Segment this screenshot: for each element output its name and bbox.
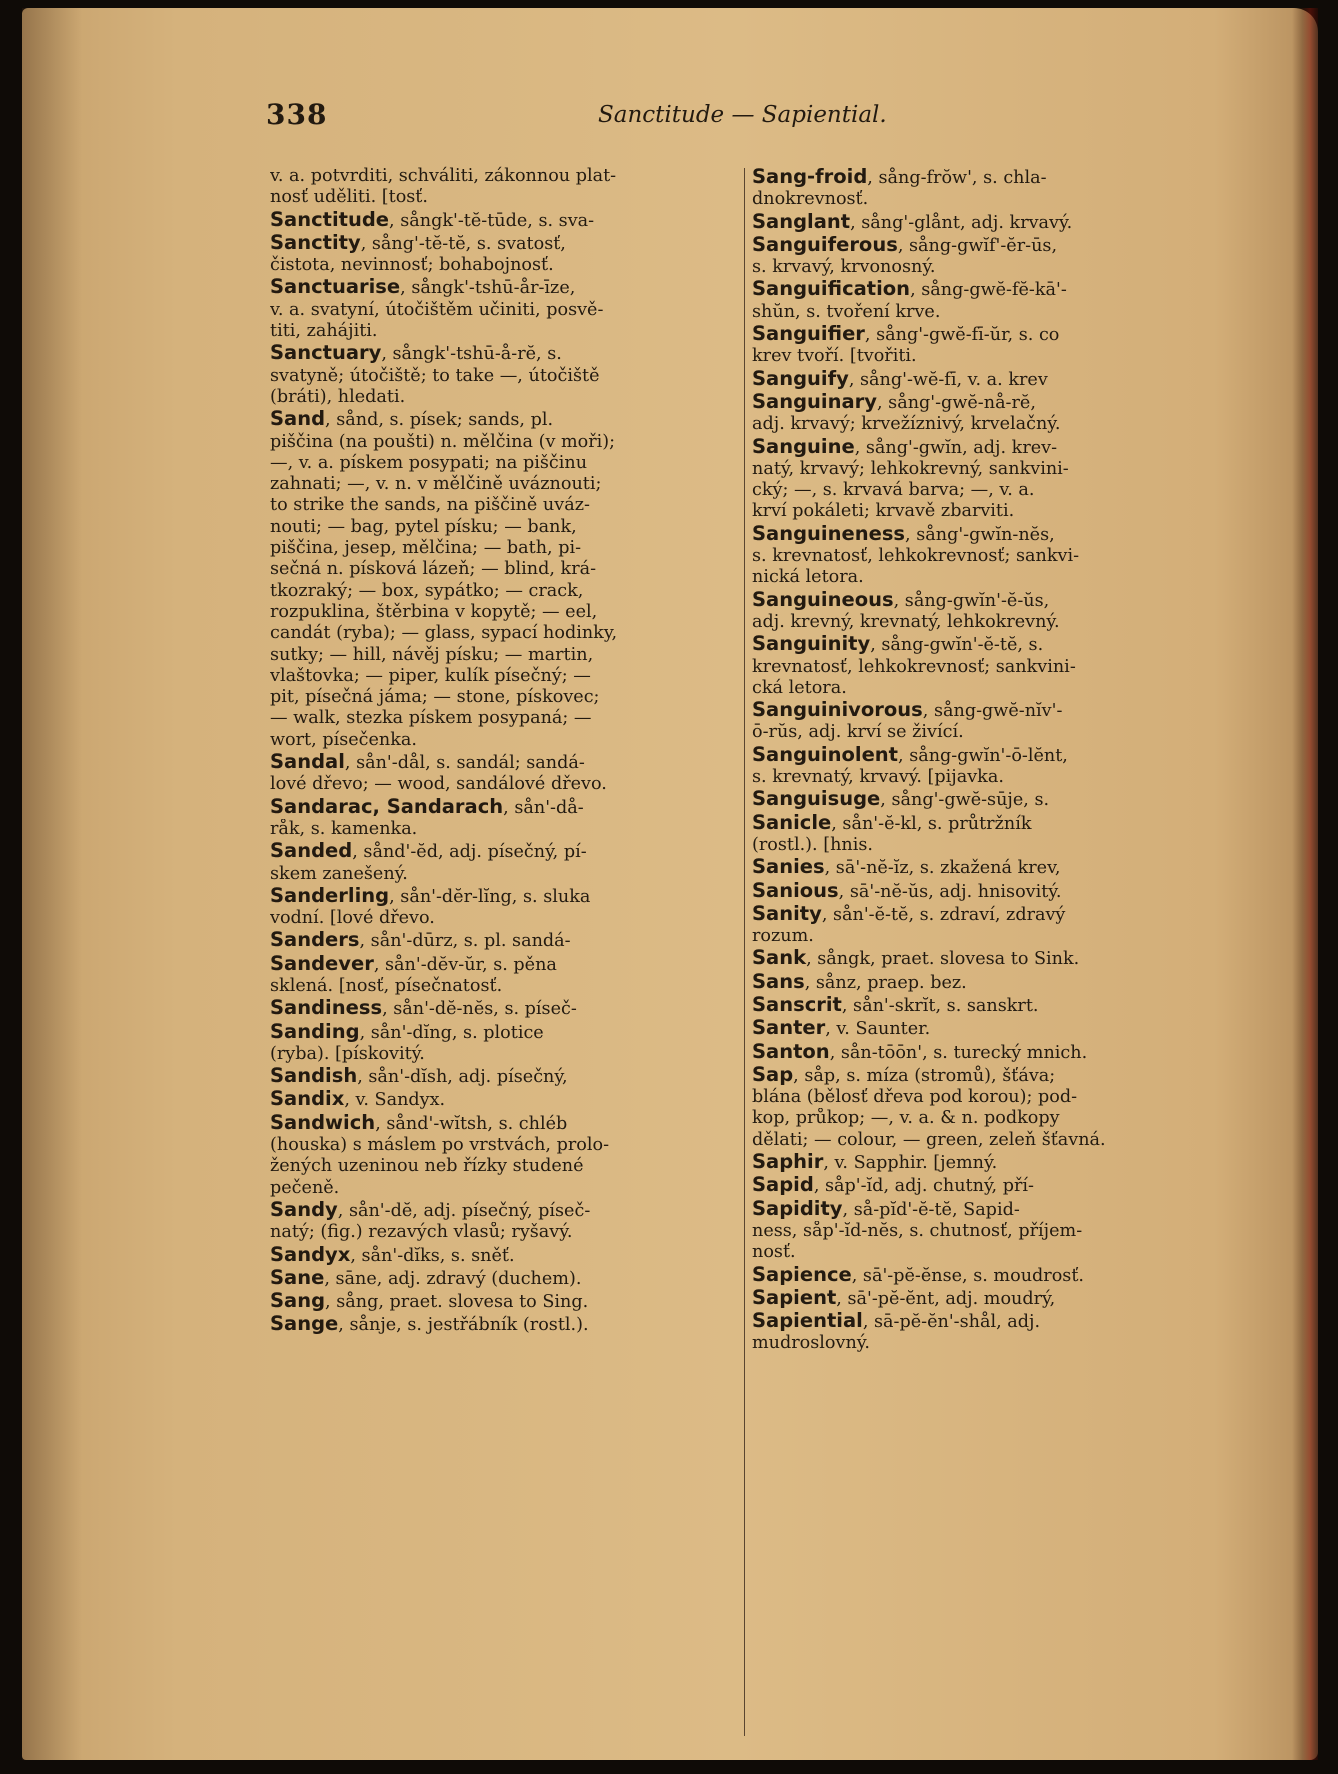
entry-line: tkozraký; — box, sypátko; — crack,: [270, 580, 584, 601]
entry-line: shŭn, s. tvoření krve.: [752, 301, 941, 322]
entry-line: Sang-froid, sång-frŏw', s. chla-: [752, 166, 1047, 188]
entry-line: nosť.: [752, 1242, 796, 1263]
entry-line: nosť uděliti. [tosť.: [270, 187, 428, 208]
headword: Santer: [752, 1017, 826, 1040]
entry-line: Sandal, sån'-dål, s. sandál; sandá-: [270, 751, 585, 774]
running-title: Sanctitude — Sapiential.: [598, 102, 887, 128]
entry-line: Sand, sånd, s. písek; sands, pl.: [270, 408, 554, 431]
headword: Sandever: [270, 952, 374, 975]
headword: Sandyx: [270, 1243, 351, 1266]
entry-line: to strike the sands, na piščině uváz-: [270, 495, 590, 516]
headword: Sanded: [270, 840, 353, 863]
entry-line: Saphir, v. Sapphir. [jemný.: [752, 1151, 998, 1174]
entry-line: Sanguiferous, sång-gwĭf'-ĕr-ūs,: [752, 233, 1058, 256]
entry-line: Sap, såp, s. míza (stromů), šťáva;: [752, 1063, 1056, 1086]
headword: Sand: [270, 408, 326, 431]
headword: Sanding: [270, 1020, 360, 1043]
headword: Sanctity: [270, 231, 361, 254]
headword: Sanity: [752, 902, 822, 925]
entry-line: Sanderling, sån'-dĕr-lĭng, s. sluka: [270, 884, 591, 907]
entry-line: s. krevnatosť, lehkokrevnosť; sankvi-: [752, 546, 1080, 567]
entry-line: Sanctuarise, sångk'-tshū-år-īze,: [270, 276, 576, 299]
entry-line: krevnatosť, lehkokrevnosť; sankvini-: [752, 656, 1076, 677]
headword: Sang-froid: [752, 166, 868, 188]
entry-line: dnokrevnosť.: [752, 189, 869, 210]
entry-line: Sanity, sån'-ĕ-tĕ, s. zdraví, zdravý: [752, 902, 1066, 925]
entry-line: Sanies, sā'-nĕ-ĭz, s. zkažená krev,: [752, 856, 1061, 879]
headword: Sanguinary: [752, 390, 877, 413]
entry-line: Sanded, sånd'-ĕd, adj. písečný, pí-: [270, 840, 587, 863]
entry-line: ō-rŭs, adj. krví se živící.: [752, 722, 964, 743]
entry-line: Sanguifier, sång'-gwĕ-fī-ŭr, s. co: [752, 323, 1060, 346]
headword: Sanguinolent: [752, 743, 899, 766]
headword: Sandish: [270, 1065, 358, 1088]
entry-line: pit, písečná jáma; — stone, pískovec;: [270, 687, 600, 708]
entry-line: pečeně.: [270, 1177, 340, 1198]
headword: Sanicle: [752, 811, 832, 834]
headword: Sank: [752, 947, 807, 970]
entry-line: sutky; — hill, návěj písku; — martin,: [270, 644, 594, 665]
entry-line: piščina (na poušti) n. mělčina (v moři);: [270, 431, 616, 452]
entry-line: sečná n. písková lázeň; — blind, krá-: [270, 559, 597, 580]
entry-line: cký; —, s. krvavá barva; —, v. a.: [752, 480, 1035, 501]
right-column: [752, 166, 1216, 1355]
entry-line: Sanders, sån'-dūrz, s. pl. sandá-: [270, 929, 571, 952]
headword: Sap: [752, 1063, 794, 1086]
headword: Sanctuary: [270, 342, 382, 365]
entry-line: (houska) s máslem po vrstvách, prolo-: [270, 1135, 610, 1156]
headword: Sapient: [752, 1286, 837, 1309]
headword: Sang: [270, 1290, 326, 1313]
entry-line: s. krvavý, krvonosný.: [752, 257, 936, 278]
entry-line: skem zanešený.: [270, 863, 408, 884]
headword: Sanies: [752, 856, 825, 879]
headword: Sanctitude: [270, 208, 390, 231]
entry-line: Sandever, sån'-dĕv-ŭr, s. pěna: [270, 952, 557, 975]
headword: Sapid: [752, 1174, 814, 1197]
headword: Sanguinivorous: [752, 699, 923, 722]
entry-line: Sapidity, så-pĭd'-ĕ-tĕ, Sapid-: [752, 1197, 1020, 1220]
entry-line: Sanctuary, sångk'-tshū-å-rĕ, s.: [270, 342, 562, 365]
entry-line: žených uzeninou neb řízky studené: [270, 1156, 584, 1177]
entry-line: cká letora.: [752, 677, 847, 698]
entry-line: Sanding, sån'-dĭng, s. plotice: [270, 1020, 544, 1043]
headword: Sandy: [270, 1198, 338, 1221]
entry-line: wort, písečenka.: [270, 729, 417, 750]
page-number: 338: [266, 98, 328, 131]
entry-line: lové dřevo; — wood, sandálové dřevo.: [270, 774, 607, 795]
page-edge-shadow: [1292, 8, 1318, 1760]
headword: Sange: [270, 1313, 339, 1336]
headword: Sandarac, Sandarach: [270, 795, 504, 818]
entry-line: Sang, sång, praet. slovesa to Sing.: [270, 1290, 589, 1313]
entry-line: krev tvoří. [tvořiti.: [752, 346, 917, 367]
entry-line: vlaštovka; — piper, kulík písečný; —: [270, 665, 591, 686]
entry-line: Sanctity, sång'-tĕ-tĕ, s. svatosť,: [270, 231, 566, 254]
headword: Sandal: [270, 751, 345, 774]
entry-line: Sapient, sā'-pĕ-ĕnt, adj. moudrý,: [752, 1286, 1056, 1309]
entry-line: Sanious, sā'-nĕ-ŭs, adj. hnisovitý.: [752, 879, 1062, 902]
entry-line: adj. krvavý; krvežíznivý, krvelačný.: [752, 414, 1061, 435]
headword: Sanguifier: [752, 323, 865, 346]
entry-line: Sapience, sā'-pĕ-ĕnse, s. moudrosť.: [752, 1263, 1084, 1286]
entry-line: Sane, sāne, adj. zdravý (duchem).: [270, 1266, 582, 1289]
entry-line: zahnati; —, v. n. v mělčině uváznouti;: [270, 474, 602, 495]
entry-line: rozum.: [752, 926, 814, 947]
headword: Sanctuarise: [270, 276, 401, 299]
entry-line: dělati; — colour, — green, zeleň šťavná.: [752, 1129, 1106, 1150]
entry-line: Sandiness, sån'-dĕ-nĕs, s. píseč-: [270, 997, 577, 1020]
headword: Sapiential: [752, 1310, 863, 1333]
entry-line: Sanguinolent, sång-gwĭn'-ō-lĕnt,: [752, 743, 1068, 766]
entry-line: ness, såp'-ĭd-nĕs, s. chutnosť, příjem-: [752, 1220, 1083, 1241]
headword: Sans: [752, 970, 805, 993]
headword: Sandix: [270, 1088, 345, 1111]
headword: Sanguineous: [752, 588, 894, 611]
entry-line: Sapid, såp'-ĭd, adj. chutný, pří-: [752, 1174, 1034, 1197]
headword: Sanguify: [752, 367, 849, 390]
headword: Sanscrit: [752, 993, 842, 1016]
entry-line: — walk, stezka pískem posypaná; —: [270, 708, 592, 729]
entry-line: Sandy, sån'-dĕ, adj. písečný, píseč-: [270, 1198, 591, 1221]
entry-line: Santon, sån-tōōn', s. turecký mnich.: [752, 1040, 1088, 1063]
entry-line: v. a. potvrditi, schváliti, zákonnou plat-: [270, 166, 617, 186]
entry-line: Sapiential, sā-pĕ-ĕn'-shål, adj.: [752, 1310, 1041, 1333]
entry-line: svatyně; útočiště; to take —, útočiště: [270, 365, 600, 386]
headword: Saphir: [752, 1151, 824, 1174]
entry-line: Sanscrit, sån'-skrĭt, s. sanskrt.: [752, 993, 1039, 1016]
entry-line: Sanguinity, sång-gwĭn'-ĕ-tĕ, s.: [752, 633, 1044, 656]
headword: Sanguisuge: [752, 788, 881, 811]
headword: Sanglant: [752, 210, 851, 233]
entry-line: Sank, sångk, praet. slovesa to Sink.: [752, 947, 1080, 970]
entry-line: Sandish, sån'-dĭsh, adj. písečný,: [270, 1065, 568, 1088]
entry-line: sklená. [nosť, písečnatosť.: [270, 975, 503, 996]
entry-line: čistota, nevinnosť; bohabojnosť.: [270, 255, 554, 276]
entry-line: (bráti), hledati.: [270, 386, 406, 407]
headword: Sandwich: [270, 1111, 376, 1134]
headword: Sane: [270, 1266, 325, 1289]
entry-line: krví pokáleti; krvavě zbarviti.: [752, 501, 1015, 522]
entry-line: Sanicle, sån'-ĕ-kl, s. průtržník: [752, 811, 1032, 834]
headword: Santon: [752, 1040, 830, 1063]
entry-line: Santer, v. Saunter.: [752, 1017, 931, 1040]
entry-line: Sandyx, sån'-dĭks, s. sněť.: [270, 1243, 515, 1266]
entry-line: candát (ryba); — glass, sypací hodinky,: [270, 623, 618, 644]
entry-line: Sanctitude, sångk'-tĕ-tūde, s. sva-: [270, 208, 595, 231]
entry-line: Sans, sånz, praep. bez.: [752, 970, 967, 993]
headword: Sanguinity: [752, 633, 871, 656]
entry-line: piščina, jesep, mělčina; — bath, pi-: [270, 538, 582, 559]
headword: Sanguine: [752, 435, 855, 458]
entry-line: nická letora.: [752, 567, 864, 588]
entry-line: titi, zahájiti.: [270, 321, 378, 342]
entry-line: råk, s. kamenka.: [270, 818, 418, 839]
entry-line: (ryba). [pískovitý.: [270, 1043, 425, 1064]
entry-line: vodní. [lové dřevo.: [270, 908, 435, 929]
entry-line: Sandwich, sånd'-wĭtsh, s. chléb: [270, 1111, 568, 1134]
entry-line: Sanguinary, sång'-gwĕ-nå-rĕ,: [752, 390, 1036, 413]
entry-line: (rostl.). [hnis.: [752, 834, 874, 855]
entry-line: adj. krevný, krevnatý, lehkokrevný.: [752, 611, 1060, 632]
headword: Sandiness: [270, 997, 383, 1020]
entry-line: Sanguine, sång'-gwĭn, adj. krev-: [752, 435, 1058, 458]
entry-line: Sange, sånje, s. jestřábník (rostl.).: [270, 1313, 589, 1336]
column-divider: [744, 168, 745, 1736]
entry-line: mudroslovný.: [752, 1333, 870, 1354]
entry-line: Sanguineous, sång-gwĭn'-ĕ-ŭs,: [752, 588, 1050, 611]
entry-line: v. a. svatyní, útočištěm učiniti, posvě-: [270, 299, 604, 320]
headword: Sanders: [270, 929, 360, 952]
headword: Sanguification: [752, 278, 911, 301]
headword: Sanderling: [270, 884, 390, 907]
headword: Sanious: [752, 879, 839, 902]
entry-line: natý, krvavý; lehkokrevný, sankvini-: [752, 458, 1069, 479]
headword: Sanguineness: [752, 522, 906, 545]
entry-line: Sanglant, sång'-glånt, adj. krvavý.: [752, 210, 1073, 233]
entry-line: rozpuklina, štěrbina v kopytě; — eel,: [270, 601, 598, 622]
entry-line: Sandarac, Sandarach, sån'-då-: [270, 795, 584, 818]
entry-line: Sanguineness, sång'-gwĭn-nĕs,: [752, 522, 1055, 545]
entry-line: Sanguisuge, sång'-gwĕ-sūje, s.: [752, 788, 1050, 811]
entry-line: s. krevnatý, krvavý. [pijavka.: [752, 767, 1004, 788]
entry-line: natý; (fig.) rezavých vlasů; ryšavý.: [270, 1222, 573, 1243]
headword: Sapidity: [752, 1197, 843, 1220]
entry-line: Sanguification, sång-gwĕ-fĕ-kā'-: [752, 278, 1067, 301]
headword: Sanguiferous: [752, 233, 898, 256]
entry-line: nouti; — bag, pytel písku; — bank,: [270, 516, 577, 537]
entry-line: Sanguify, sång'-wĕ-fī, v. a. krev: [752, 367, 1048, 390]
entry-line: Sandix, v. Sandyx.: [270, 1088, 446, 1111]
entry-line: blána (bělosť dřeva pod korou); pod-: [752, 1087, 1078, 1108]
headword: Sapience: [752, 1263, 852, 1286]
page-gutter-shadow: [22, 8, 82, 1760]
entry-line: —, v. a. pískem posypati; na piščinu: [270, 452, 588, 473]
entry-line: kop, průkop; —, v. a. & n. podkopy: [752, 1108, 1060, 1129]
left-column: [270, 166, 738, 1337]
entry-line: Sanguinivorous, sång-gwĕ-nĭv'-: [752, 699, 1063, 722]
